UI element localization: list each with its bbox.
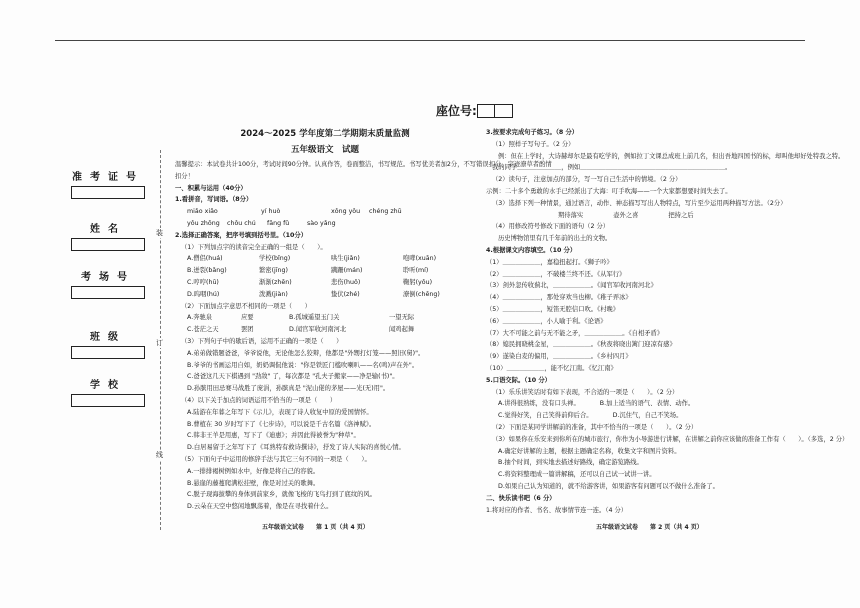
class-box: [71, 346, 145, 359]
exam-subtitle: 五年级语文 试题: [290, 145, 359, 155]
room-label: 考场号: [81, 272, 135, 283]
option: B.加上适当的语气、表情、动作。: [599, 400, 695, 408]
option: B.迸裂(bǎng): [187, 267, 227, 275]
section-1-heading: 一、积累与运用（40分）: [175, 184, 247, 192]
q4-line-1: （1）＿＿＿＿＿＿，嘉稳扭起打。《狮子吟》: [486, 258, 613, 266]
pinyin: yǒu zhōng: [187, 219, 220, 227]
seat-box-2: [495, 104, 513, 118]
option: 咆哮(xuān): [403, 255, 437, 263]
footer-page-2: 五年级语文试卷 第 2 页（共 4 页）: [596, 524, 703, 531]
name-label: 姓名: [90, 224, 126, 235]
section-2-heading: 二、快乐读书吧（6 分）: [486, 494, 556, 502]
q2-2-options: [175, 312, 475, 336]
pinyin: chǒu chú: [227, 219, 256, 227]
notice: 温馨提示：本试卷共计100分，考试时间90分钟。认真作答，卷面整洁，书写规范。书写优美者加2分，不写错误扣分，字迹潦草者酌情: [175, 161, 552, 168]
exam-number-field: [68, 168, 148, 199]
school-label: 学校: [90, 380, 126, 391]
option: A.僧侣(huá): [187, 255, 223, 263]
q2-4-d: D.白居易留于之年写下了《耳熟特有救诗撰诗》，抒发了诗人实际的喜悦心情。: [187, 444, 405, 452]
option: D.沉住气，自己不笑场。: [612, 412, 683, 420]
q3-2: （2）读句子，注意加点的部分，写一写自己生活中的情境。（2 分）: [492, 176, 682, 184]
q5-3: （3）如果你在乐安来到你所在的城市旅行，你作为小导游进行讲解，在讲解之前你应该做的准备工作有（ ）。（多选，2 分）: [492, 435, 849, 443]
option: C.哼哼(hū): [187, 278, 219, 286]
q2-heading: 2.选择正确答案，把序号填到括号里。（10分）: [175, 231, 308, 239]
option: 繁密(jīng): [259, 267, 288, 275]
right-column: [486, 127, 849, 516]
q5-3-b: B.抽个时间，到实地去描述好路线，确定游览路线。: [498, 459, 643, 467]
option: 闻鸡起舞: [389, 326, 415, 334]
option: C.苍茫之天: [187, 326, 219, 334]
q2-1-options: [175, 253, 475, 300]
binding-mark-1: 装: [156, 229, 163, 237]
option: D.呜咽(hú): [187, 290, 220, 298]
school-field: [68, 376, 148, 407]
option: B.孤城遥望玉门关: [289, 314, 340, 322]
q5-1: （1）乐乐讲笑话时有如下表现，不合适的一项是（ ）。（2 分）: [492, 388, 679, 396]
option: A.奔驰泉: [187, 314, 213, 322]
q4-line-9: （9）遂染白麦的偏用，＿＿＿＿＿＿。《乡村四月》: [486, 353, 632, 361]
notice-cont: 扣分！: [175, 172, 194, 180]
q5-3-c: C.将资料整理成一篇讲解稿，还可以自己试一试讲一讲。: [498, 471, 656, 479]
pinyin: xǒng yǒu: [331, 208, 361, 216]
q3-heading: 3.按要求完成句子练习。（8 分）: [486, 129, 579, 136]
q2-4: （4）以下关于加点的词语运用不恰当的一项是（ ）: [181, 396, 337, 404]
q2-1: （1）下列加点字的读音完全正确的一组是（ ）。: [181, 243, 327, 251]
seat-number: [436, 102, 513, 119]
q3-1-example: 例：但在上学时，大诗赫却尔是最有吃学的，例如拉丁文课总成班上前几名，但出吾地四国书的标，却叫他却好处特我之特。: [498, 152, 845, 160]
q4-line-4: （4）＿＿＿＿＿＿，那处穿欢当也柳。《稚子弄冰》: [486, 294, 632, 302]
q2-4-a: A.陆游在年暮之年写下《示儿》，表现了诗人收复中原的爱国情怀。: [187, 408, 373, 416]
pinyin: chéng zhū: [369, 208, 402, 216]
q5-1-options-row-2: [486, 410, 766, 422]
q2-3-a: A.弟弟做错题爸爸，爷爷说他，无论他怎么狡辩，他都是"外甥打灯笼——照旧(舅)"。: [187, 349, 425, 357]
name-box: [71, 238, 145, 251]
q5-heading: 5.口语交际。（10 分）: [486, 376, 551, 384]
seat-box-1: [477, 104, 495, 118]
q1-heading: 1.看拼音，写词语。（8分）: [175, 196, 253, 204]
option: 渐渐(zhēn): [259, 278, 292, 286]
q3-2-example: 示例：二十多个勇敢的水手已经派出了大海：叮手吹海——一个大家都想要时间失去了。: [486, 187, 732, 195]
q2-5-c: C.脱子现海拔攀的身体到前家乡，就像飞梭的飞鸟打到了底纹的风。: [187, 491, 377, 499]
q2-3-d: D.孙膑用田忌赛马战胜了庞涓，孙膑真是 "泥山佬的茅屋——光(无)用"。: [187, 385, 390, 393]
seat-label: 座位号:: [436, 104, 477, 118]
q4-line-5: （5）＿＿＿＿＿＿，短笛无腔信口吹。《村晚》: [486, 305, 620, 313]
option: A.讲得很熟练，没有口头禅。: [498, 400, 580, 408]
option: 一望无际: [389, 314, 415, 322]
top-rule: [55, 40, 805, 41]
q4-line-10: （10）＿＿＿＿＿＿，能不忆江南。《忆江南》: [486, 364, 617, 372]
option: 罢团: [241, 326, 254, 334]
q3-1-fill: 我的同学＿＿＿＿＿＿＿，例如＿＿＿＿＿＿＿＿＿＿＿＿＿＿＿＿＿＿＿＿＿＿＿。: [492, 164, 732, 172]
exam-number-label: 准考证号: [72, 172, 144, 183]
q3-3-options: [486, 210, 766, 222]
pinyin-row-1: [175, 206, 475, 218]
r1-heading: 1.将对应的作者、书名、故事情节连一连。（4 分）: [486, 506, 628, 514]
room-box: [71, 286, 145, 299]
option: 期待落实: [558, 211, 584, 219]
option: 哄生(jiǎn): [331, 255, 360, 263]
pinyin: yí huò: [261, 208, 281, 216]
binding-mark-3: 线: [156, 451, 163, 459]
option: 潦倒(chēng): [403, 290, 440, 298]
footer-page-1: 五年级语文试卷 第 1 页（共 4 页）: [262, 524, 369, 531]
q4-heading: 4.根据课文内容填空。（10 分）: [486, 246, 577, 254]
option: 悲伤(huǒ): [331, 278, 361, 286]
q5-3-a: A.确定好讲解的主题，根据主题确定名称，收集文字和图片资料。: [498, 447, 681, 455]
exam-number-box: [71, 186, 145, 199]
q4-line-8: （8）媳民拥晓桃金星，＿＿＿＿＿＿。《秋夜将晓出篱门迎凉有感》: [486, 341, 676, 349]
option: 把持之后: [668, 211, 694, 219]
q4-line-3: （3）剑外忽传收蓟北，＿＿＿＿＿＿。《闻官军收河南河北》: [486, 282, 657, 290]
q4-line-7: （7）大不可能之前与无不能之矛，＿＿＿＿＿＿。《自相矛盾》: [486, 329, 664, 337]
q3-4-text: 历史博物馆里有几千年前的出土的文物。: [498, 235, 612, 243]
q4-line-2: （2）＿＿＿＿＿＿，不破楼兰终不还。《从军行》: [486, 270, 626, 278]
q4-line-6: （6）＿＿＿＿＿＿，小人喻于利。《论语》: [486, 317, 607, 325]
q2-2: （2）下面加点字意思不相同的一项是（ ）: [181, 302, 311, 310]
q5-1-options-row-1: [486, 398, 766, 410]
option: 学校(bǐng): [259, 255, 291, 263]
pinyin: sào yǎng: [307, 219, 336, 227]
school-box: [71, 394, 145, 407]
option: C.觉得好笑，自己笑得前仰后合。: [498, 412, 593, 420]
option: 鞠躬(yǒu): [403, 278, 433, 286]
q2-3-c: C.爸爸这几天下棋遇到 "劲敌" 了，每次都是 "孔夫子搬家——净是输(书)"。: [187, 373, 399, 381]
q2-3: （3）下列句子中的歇后语，运用不正确的一项是（ ）: [181, 337, 343, 345]
q2-4-c: C.韩非王羊是用惠，写下了《迪惠》；并因此得被誉为"种草"。: [187, 432, 360, 440]
binding-mark-2: 订: [156, 339, 163, 347]
q2-5-a: A.一排排褐树例如水中，好像是将自己的容貌。: [187, 467, 320, 475]
q2-5-b: B.悬崖的藤蔓爬满松挂壁，像是对过关的歌舞。: [187, 479, 320, 487]
pinyin: fāng fǔ: [267, 219, 290, 227]
q5-2: （2）下面是某同学讲解前的准备，其中不恰当的一项是（ ）。（2 分）: [492, 423, 698, 431]
q2-4-b: B.曹植在 30 岁时写下了《七步诗》，可以说是千古名篇《洛神赋》。: [187, 420, 376, 428]
pinyin-row-2: [175, 218, 475, 230]
pinyin: miǎo xiǎo: [187, 208, 218, 216]
option: 聆听(mí): [403, 267, 429, 275]
exam-title: 2024～2025 学年度第二学期期末质量监测: [240, 129, 410, 139]
option: D.闻官军收河南河北: [289, 326, 347, 334]
name-field: [68, 220, 148, 251]
q2-3-b: B.爷爷的书画运用自如，奶奶调侃他说："你是铁匠门槛吹喇叭——名(鸣)声在外"。: [187, 361, 419, 369]
q2-5: （5）下面句子中运用的修辞手法与其它三句不同的一项是（ ）。: [181, 455, 371, 463]
option: 蹒跚(mán): [331, 267, 363, 275]
q5-3-d: D.如果自己认为知道的，就不给游客讲，如果游客有问题可以不做什么准备了。: [498, 482, 719, 490]
option: 应要: [241, 314, 254, 322]
room-field: [68, 268, 148, 299]
option: 蛰伏(zhé): [331, 290, 360, 298]
q3-4: （4）用修改符号修改下面的语句（2 分）: [492, 223, 610, 231]
option: 泼溅(jiàn): [259, 290, 288, 298]
q3-3: （3）选择下列一种情景，通过语言，动作、神态描写写出人物特点，写片至少运用两种描写方法。（2分）: [492, 199, 787, 207]
class-field: [68, 328, 148, 359]
class-label: 班级: [90, 332, 126, 343]
q2-5-d: D.云朵在天空中悠闲地飘荡着，像是在寻找着什么。: [187, 503, 333, 511]
option: 壶外之喜: [613, 211, 639, 219]
q3-1: （1）照样子写句子。（2 分）: [492, 140, 575, 148]
